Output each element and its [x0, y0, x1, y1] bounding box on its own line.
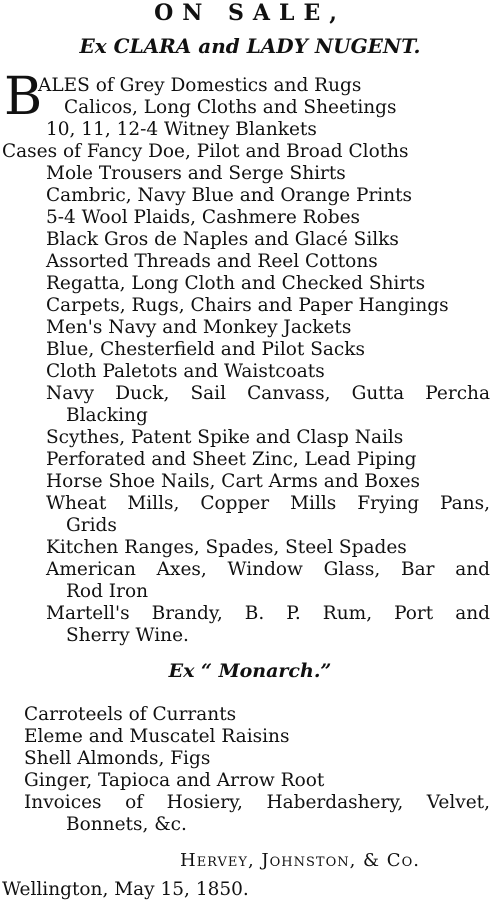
item-line: Shell Almonds, Figs — [24, 748, 211, 769]
item-line: Assorted Threads and Reel Cottons — [46, 251, 378, 272]
heading: ON SALE, — [154, 0, 346, 26]
item-line: American Axes, Window Glass, Bar and — [46, 559, 490, 580]
dateline: Wellington, May 15, 1850. — [2, 879, 249, 900]
item-line: Cambric, Navy Blue and Orange Prints — [46, 185, 413, 206]
item-line: Carroteels of Currants — [24, 704, 237, 725]
item-line: Black Gros de Naples and Glacé Silks — [46, 229, 399, 250]
item-line: ALES of Grey Domestics and Rugs — [38, 75, 362, 96]
item-line: Grids — [66, 515, 117, 536]
drop-cap: B — [4, 67, 43, 127]
item-line: Invoices of Hosiery, Haberdashery, Velvet, — [24, 792, 490, 813]
item-line: Martell's Brandy, B. P. Rum, Port and — [46, 603, 490, 624]
item-line: Cloth Paletots and Waistcoats — [46, 361, 325, 382]
item-line: Rod Iron — [66, 581, 148, 602]
item-line: Horse Shoe Nails, Cart Arms and Boxes — [46, 471, 421, 492]
item-line: Eleme and Muscatel Raisins — [24, 726, 290, 747]
item-line: Carpets, Rugs, Chairs and Paper Hangings — [46, 295, 449, 316]
signature: Hervey, Johnston, & Co. — [180, 850, 420, 871]
item-line: Navy Duck, Sail Canvass, Gutta Percha — [46, 383, 490, 404]
item-line: Scythes, Patent Spike and Clasp Nails — [46, 427, 404, 448]
item-line: 10, 11, 12-4 Witney Blankets — [46, 119, 317, 140]
item-line: Blue, Chesterfield and Pilot Sacks — [46, 339, 365, 360]
subheading-monarch: Ex “ Monarch.” — [168, 660, 332, 682]
item-line: 5-4 Wool Plaids, Cashmere Robes — [46, 207, 361, 228]
item-line: Calicos, Long Cloths and Sheetings — [64, 97, 397, 118]
item-line: Blacking — [66, 405, 148, 426]
item-line: Perforated and Sheet Zinc, Lead Piping — [46, 449, 417, 470]
item-line: Bonnets, &c. — [66, 814, 187, 835]
item-line: Regatta, Long Cloth and Checked Shirts — [46, 273, 426, 294]
item-line: Men's Navy and Monkey Jackets — [46, 317, 352, 338]
item-line: Mole Trousers and Serge Shirts — [46, 163, 346, 184]
subheading-ships: Ex CLARA and LADY NUGENT. — [79, 34, 421, 58]
item-line: Kitchen Ranges, Spades, Steel Spades — [46, 537, 407, 558]
item-line: Cases of Fancy Doe, Pilot and Broad Cloths — [2, 141, 409, 162]
item-line: Wheat Mills, Copper Mills Frying Pans, — [46, 493, 490, 514]
item-line: Ginger, Tapioca and Arrow Root — [24, 770, 325, 791]
item-line: Sherry Wine. — [66, 625, 189, 646]
